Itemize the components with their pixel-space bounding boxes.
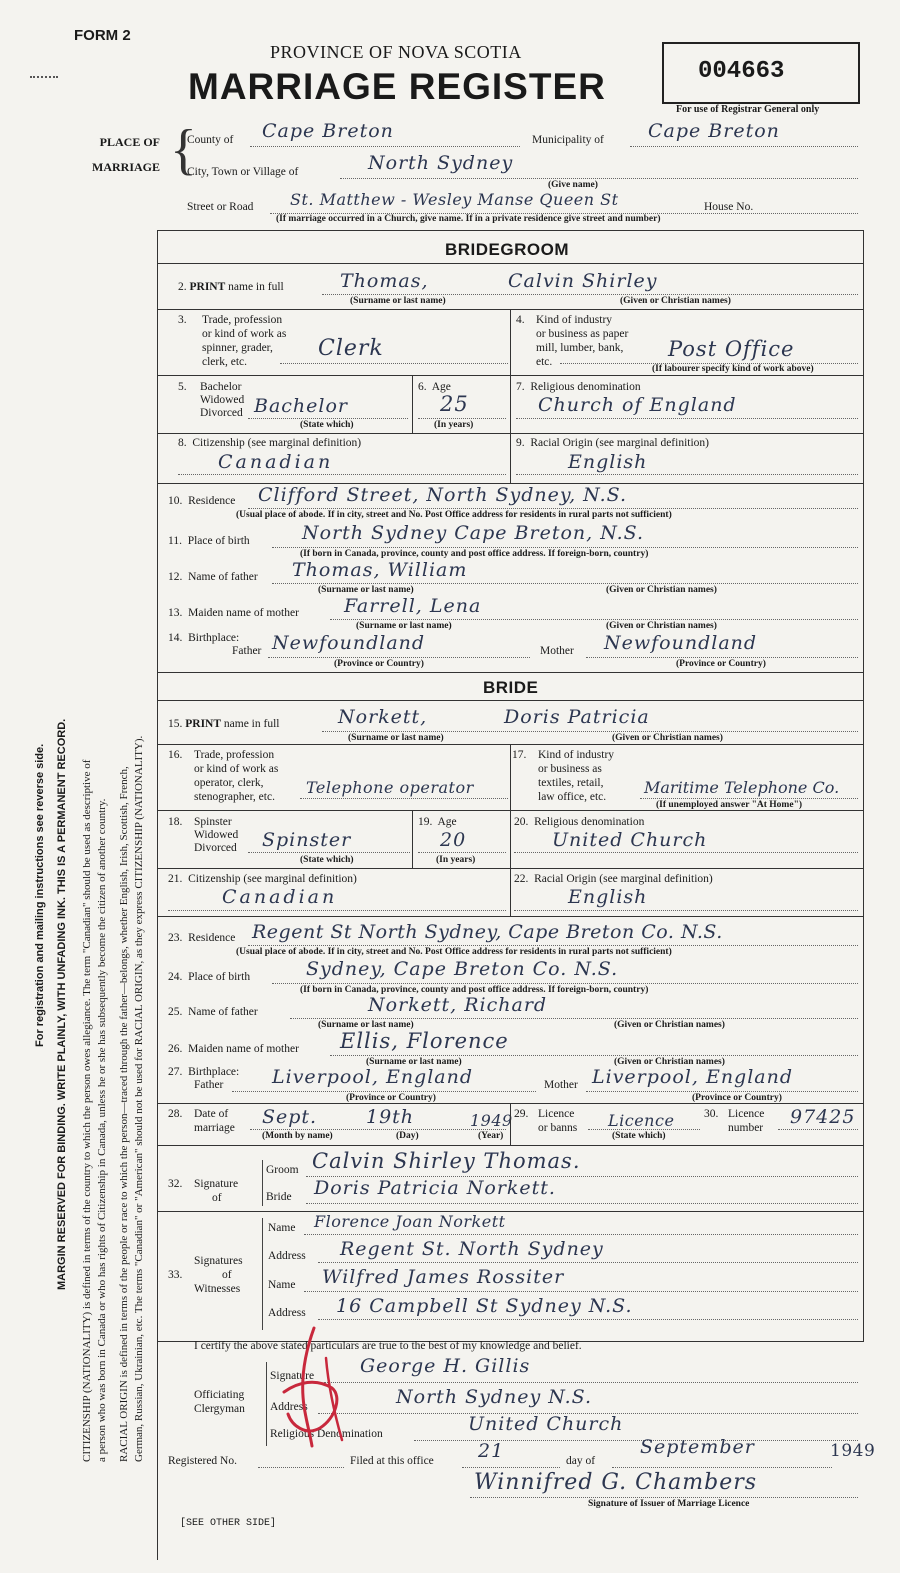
f26-number: 26.: [168, 1043, 183, 1055]
f2-label: name in full: [228, 281, 284, 293]
groom-father-prov-caption: (Province or Country): [334, 659, 424, 669]
f27-mother-label: Mother: [544, 1079, 578, 1091]
f20-text: Religious denomination: [534, 816, 645, 828]
f17-line2: or business as: [538, 763, 602, 775]
form-label: FORM 2: [74, 27, 131, 44]
licence-or-banns: Licence: [608, 1111, 675, 1130]
clergy-denomination: United Church: [468, 1413, 624, 1435]
groom-father-surname-caption: (Surname or last name): [318, 585, 414, 595]
witness2-name: Wilfred James Rossiter: [322, 1266, 565, 1288]
bride-signature: Doris Patricia Norkett.: [314, 1177, 556, 1199]
officiating-label: [194, 1388, 245, 1416]
f16-label: [168, 748, 278, 804]
bride-status: Spinster: [262, 829, 352, 851]
f24-number: 24.: [168, 971, 183, 983]
f12-label: [168, 571, 258, 584]
f28-line2: marriage: [194, 1122, 235, 1134]
f7-number: 7.: [516, 381, 525, 393]
register-number: 004663: [698, 58, 785, 85]
f5-label: [178, 381, 244, 420]
f33-label: [168, 1254, 243, 1296]
f18-line2: Widowed: [194, 829, 239, 841]
f3-line3: spinner, grader,: [202, 342, 273, 354]
bride-mother: Ellis, Florence: [340, 1029, 509, 1053]
f30-number: 30.: [704, 1108, 719, 1120]
f29-number: 29.: [514, 1108, 529, 1120]
f33-line3: Witnesses: [194, 1283, 241, 1295]
f27-father-label: Father: [194, 1079, 224, 1091]
f9-number: 9.: [516, 437, 525, 449]
groom-surname: Thomas,: [340, 270, 429, 292]
province-heading: PROVINCE OF NOVA SCOTIA: [270, 42, 522, 62]
register-number-box: [662, 42, 860, 104]
filed-day: 21: [478, 1440, 505, 1462]
f4-line2: or business as paper: [536, 328, 629, 340]
filed-label: Filed at this office: [350, 1455, 434, 1467]
f6-number: 6.: [418, 381, 427, 393]
f12-text: Name of father: [188, 571, 258, 583]
registrar-note: For use of Registrar General only: [676, 104, 820, 115]
groom-name-label: [178, 281, 284, 294]
f17-line3: textiles, retail,: [538, 777, 604, 789]
bride-mother-surname-caption: (Surname or last name): [366, 1057, 462, 1067]
witness1-name-label: Name: [268, 1222, 296, 1234]
f7-label: [516, 381, 641, 394]
f23-number: 23.: [168, 932, 183, 944]
f14-label: [168, 632, 239, 645]
officiating-line1: Officiating: [194, 1389, 245, 1401]
bride-mother-birthplace: Liverpool, England: [592, 1066, 794, 1088]
f11-number: 11.: [168, 535, 182, 547]
groom-citizenship: Canadian: [218, 451, 334, 473]
city-value: North Sydney: [368, 152, 514, 174]
clergy-address: North Sydney N.S.: [396, 1386, 593, 1408]
place-label-line2: MARRIAGE: [92, 160, 160, 174]
bride-father-birthplace: Liverpool, England: [272, 1066, 474, 1088]
f15-label: name in full: [223, 718, 280, 730]
state-which-caption: (State which): [612, 1131, 666, 1141]
f33-number: 33.: [168, 1269, 183, 1281]
bride-mother-given-caption: (Given or Christian names): [614, 1057, 725, 1067]
f23-text: Residence: [188, 932, 236, 944]
f29-label: [514, 1107, 577, 1135]
f21-number: 21.: [168, 873, 183, 885]
margin-citizenship-definition: CITIZENSHIP (NATIONALITY) is defined in terms of the country to which the person owes allegiance. The term "Canadian" should be used as descriptive of: [81, 759, 93, 1462]
f4-label: [516, 313, 628, 369]
clergy-signature: George H. Gillis: [360, 1355, 531, 1377]
f19-text: Age: [437, 816, 457, 828]
groom-birthplace: North Sydney Cape Breton, N.S.: [302, 522, 645, 544]
see-other-side: [SEE OTHER SIDE]: [180, 1518, 277, 1529]
f5-number: 5.: [178, 381, 187, 393]
f17-number: 17.: [512, 749, 527, 761]
f32-line1: Signature: [194, 1178, 239, 1190]
clergy-denomination-label: Religious Denomination: [270, 1428, 383, 1440]
f3-number: 3.: [178, 314, 187, 326]
f22-number: 22.: [514, 873, 529, 885]
f21-text: Citizenship (see marginal definition): [188, 873, 357, 885]
f13-text: Maiden name of mother: [188, 607, 299, 619]
filed-year: 1949: [830, 1441, 876, 1461]
place-label-line1: PLACE OF: [99, 135, 160, 149]
clergy-signature-label: Signature: [270, 1370, 315, 1382]
groom-residence-caption: (Usual place of abode. If in city, street and No. Post Office address for residents in rural parts not sufficient): [236, 510, 672, 520]
bride-birthplace: Sydney, Cape Breton Co. N.S.: [306, 958, 619, 980]
f3-line2: or kind of work as: [202, 328, 287, 340]
bride-religion: United Church: [552, 829, 708, 851]
f15-number: 15.: [168, 718, 183, 730]
bride-heading: BRIDE: [483, 678, 539, 697]
f17-line1: Kind of industry: [538, 749, 615, 761]
f4-line1: Kind of industry: [536, 314, 613, 326]
f27-label: [168, 1066, 239, 1079]
groom-given-names: Calvin Shirley: [508, 270, 658, 292]
f27-text: Birthplace:: [188, 1066, 240, 1078]
f13-number: 13.: [168, 607, 183, 619]
year-caption: (Year): [478, 1131, 504, 1141]
place-brace: {: [170, 119, 197, 181]
bride-industry-caption: (If unemployed answer "At Home"): [656, 800, 803, 810]
f27-number: 27.: [168, 1066, 183, 1078]
groom-industry: Post Office: [668, 337, 795, 361]
f11-text: Place of birth: [187, 535, 250, 547]
groom-mother-given-caption: (Given or Christian names): [606, 621, 717, 631]
groom-given-caption: (Given or Christian names): [620, 296, 731, 306]
f3-line1: Trade, profession: [202, 314, 283, 326]
f18-line1: Spinster: [194, 816, 232, 828]
f16-line2: or kind of work as: [194, 763, 279, 775]
bride-surname: Norkett,: [338, 706, 428, 728]
f32-line2: of: [212, 1192, 222, 1204]
street-caption: (If marriage occurred in a Church, give name. If in a private residence give street and number): [276, 214, 661, 224]
f5-line3: Divorced: [200, 407, 243, 419]
f9-label: [516, 437, 709, 450]
f22-text: Racial Origin (see marginal definition): [534, 873, 713, 885]
witness1-address: Regent St. North Sydney: [340, 1238, 604, 1260]
bride-residence-caption: (Usual place of abode. If in city, street and No. Post Office address for residents in rural parts not sufficient): [236, 947, 672, 957]
f25-number: 25.: [168, 1006, 183, 1018]
f20-number: 20.: [514, 816, 529, 828]
day-of-label: day of: [566, 1455, 596, 1467]
street-value: St. Matthew - Wesley Manse Queen St: [290, 190, 619, 209]
groom-signature: Calvin Shirley Thomas.: [312, 1149, 581, 1173]
bride-given-caption: (Given or Christian names): [612, 733, 723, 743]
f14-text: Birthplace:: [188, 632, 240, 644]
issuer-caption: Signature of Issuer of Marriage Licence: [588, 1499, 750, 1509]
groom-father: Thomas, William: [292, 559, 468, 581]
f8-text: Citizenship (see marginal definition): [192, 437, 362, 449]
f16-line4: stenographer, etc.: [194, 791, 275, 803]
issuer-signature: Winnifred G. Chambers: [474, 1470, 758, 1495]
bride-age: 20: [440, 829, 467, 851]
f12-number: 12.: [168, 571, 183, 583]
f14-mother-label: Mother: [540, 645, 574, 657]
f28-number: 28.: [168, 1108, 183, 1120]
page-title: MARRIAGE REGISTER: [188, 66, 606, 107]
margin-citizenship-definition-2: a person who was born in Canada or who has rights of Citizenship in Canada, unless he or she has subsequently become the citizen of another country.: [96, 798, 108, 1462]
f29-line2: or banns: [538, 1122, 578, 1134]
bride-trade: Telephone operator: [306, 778, 474, 797]
witness2-address-label: Address: [268, 1307, 306, 1319]
f14-number: 14.: [168, 632, 183, 644]
groom-sign-label: Groom: [266, 1164, 299, 1176]
f28-line1: Date of: [194, 1108, 229, 1120]
groom-birthplace-caption: (If born in Canada, province, county and post office address. If foreign-born, country): [300, 549, 649, 559]
marriage-day: 19th: [366, 1106, 415, 1128]
margin-binding-notice: MARGIN RESERVED FOR BINDING. WRITE PLAINLY, WITH UNFADING INK. THIS IS A PERMANENT RECORD.: [56, 718, 68, 1290]
f24-text: Place of birth: [188, 971, 251, 983]
city-caption: (Give name): [548, 180, 598, 190]
groom-mother-prov-caption: (Province or Country): [676, 659, 766, 669]
f30-line2: number: [728, 1122, 764, 1134]
clergy-address-label: Address: [270, 1401, 308, 1413]
city-label: City, Town or Village of: [187, 166, 299, 178]
f18-line3: Divorced: [194, 842, 237, 854]
bride-racial-origin: English: [568, 886, 648, 908]
f3-line4: clerk, etc.: [202, 356, 248, 368]
f33-line1: Signatures: [194, 1255, 243, 1267]
f17-label: [512, 748, 614, 804]
f15-print: PRINT: [185, 718, 222, 730]
bride-birthplace-caption: (If born in Canada, province, county and post office address. If foreign-born, country): [300, 985, 649, 995]
f5-line2: Widowed: [200, 394, 245, 406]
groom-father-given-caption: (Given or Christian names): [606, 585, 717, 595]
f30-label: [704, 1107, 764, 1135]
street-label: Street or Road: [187, 201, 254, 213]
f10-label: [168, 495, 235, 508]
marriage-year: 1949: [470, 1111, 513, 1130]
month-caption: (Month by name): [262, 1131, 333, 1141]
bride-father: Norkett, Richard: [368, 994, 548, 1016]
filed-month: September: [640, 1436, 755, 1458]
bridegroom-heading: BRIDEGROOM: [445, 240, 569, 259]
f4-line3: mill, lumber, bank,: [536, 342, 624, 354]
f29-line1: Licence: [538, 1108, 575, 1120]
bride-sign-label: Bride: [266, 1191, 292, 1203]
groom-religion: Church of England: [538, 394, 737, 416]
county-label: County of: [187, 134, 234, 146]
red-check-mark-icon: [276, 1322, 356, 1452]
bride-given-names: Doris Patricia: [504, 706, 650, 728]
f9-text: Racial Origin (see marginal definition): [530, 437, 709, 449]
bride-father-surname-caption: (Surname or last name): [318, 1020, 414, 1030]
witness1-name: Florence Joan Norkett: [314, 1212, 506, 1231]
groom-racial-origin: English: [568, 451, 648, 473]
f17-line4: law office, etc.: [538, 791, 607, 803]
f18-number: 18.: [168, 816, 183, 828]
groom-mother-birthplace: Newfoundland: [604, 632, 758, 654]
bride-citizenship: Canadian: [222, 886, 338, 908]
groom-mother-surname-caption: (Surname or last name): [356, 621, 452, 631]
f10-text: Residence: [188, 495, 236, 507]
bride-name-label: [168, 718, 279, 731]
place-label: [84, 130, 160, 180]
bride-father-given-caption: (Given or Christian names): [614, 1020, 725, 1030]
f8-number: 8.: [178, 437, 187, 449]
f16-number: 16.: [168, 749, 183, 761]
f4-line4: etc.: [536, 356, 553, 368]
f7-text: Religious denomination: [530, 381, 641, 393]
f24-label: [168, 971, 250, 984]
f20-label: [514, 816, 644, 829]
groom-age: 25: [440, 392, 469, 416]
f19-label: [418, 816, 457, 829]
f19-number: 19.: [418, 816, 433, 828]
f25-text: Name of father: [188, 1006, 258, 1018]
registered-no-label: Registered No.: [168, 1455, 237, 1467]
f3-label: [178, 313, 286, 369]
bride-industry: Maritime Telephone Co.: [644, 778, 840, 797]
municipality-value: Cape Breton: [648, 120, 780, 142]
bride-status-caption: (State which): [300, 855, 354, 865]
f22-label: [514, 873, 713, 886]
f13-label: [168, 607, 299, 620]
house-label: House No.: [704, 201, 754, 213]
f30-line1: Licence: [728, 1108, 765, 1120]
f26-text: Maiden name of mother: [188, 1043, 299, 1055]
witness1-address-label: Address: [268, 1250, 306, 1262]
bride-mother-prov-caption: (Province or Country): [692, 1093, 782, 1103]
f23-label: [168, 932, 235, 945]
margin-tick: [30, 76, 58, 78]
county-value: Cape Breton: [262, 120, 394, 142]
bride-age-caption: (In years): [436, 855, 476, 865]
f2-number: 2.: [178, 281, 187, 293]
bride-surname-caption: (Surname or last name): [348, 733, 444, 743]
bride-residence: Regent St North Sydney, Cape Breton Co. N.S.: [252, 921, 723, 943]
certify-statement: I certify the above stated particulars are true to the best of my knowledge and belief.: [194, 1340, 582, 1352]
f14-father-label: Father: [232, 645, 262, 657]
witness2-address: 16 Campbell St Sydney N.S.: [336, 1295, 633, 1317]
f16-line1: Trade, profession: [194, 749, 275, 761]
f8-label: [178, 437, 361, 450]
groom-age-caption: (In years): [434, 420, 474, 430]
f26-label: [168, 1043, 299, 1056]
margin-instructions: For registration and mailing instructions see reverse side.: [34, 743, 46, 1047]
groom-mother: Farrell, Lena: [344, 595, 482, 617]
f10-number: 10.: [168, 495, 183, 507]
groom-trade: Clerk: [318, 336, 384, 361]
f21-label: [168, 873, 357, 886]
bride-father-prov-caption: (Province or Country): [346, 1093, 436, 1103]
officiating-line2: Clergyman: [194, 1403, 245, 1415]
licence-number: 97425: [790, 1106, 856, 1128]
f5-line1: Bachelor: [200, 381, 242, 393]
f28-label: [168, 1107, 235, 1135]
municipality-label: Municipality of: [532, 134, 604, 146]
f32-label: [168, 1177, 238, 1205]
margin-racial-origin-definition: RACIAL ORIGIN is defined in terms of the people or race to which the person—traced through the father—belongs, whether English, Irish, Scottish, French,: [118, 766, 130, 1462]
f18-label: [168, 816, 238, 855]
f33-line2: of: [222, 1269, 232, 1281]
f4-number: 4.: [516, 314, 525, 326]
groom-surname-caption: (Surname or last name): [350, 296, 446, 306]
day-caption: (Day): [396, 1131, 419, 1141]
groom-father-birthplace: Newfoundland: [272, 632, 426, 654]
f25-label: [168, 1006, 258, 1019]
f6-text: Age: [431, 381, 451, 393]
groom-status-caption: (State which): [300, 420, 354, 430]
f2-print: PRINT: [189, 281, 226, 293]
marriage-month: Sept.: [262, 1106, 318, 1128]
f16-line3: operator, clerk,: [194, 777, 264, 789]
groom-industry-caption: (If labourer specify kind of work above): [652, 364, 814, 374]
margin-racial-origin-definition-2: German, Russian, Ukrainian, etc. The terms "Canadian" or "American" should not be used for RACIAL ORIGIN, as they express CITIZENSHIP (NATIONALITY).: [133, 735, 145, 1462]
f11-label: [168, 535, 250, 548]
groom-residence: Clifford Street, North Sydney, N.S.: [258, 484, 627, 506]
witness2-name-label: Name: [268, 1279, 296, 1291]
groom-status: Bachelor: [254, 395, 349, 417]
f32-number: 32.: [168, 1178, 183, 1190]
